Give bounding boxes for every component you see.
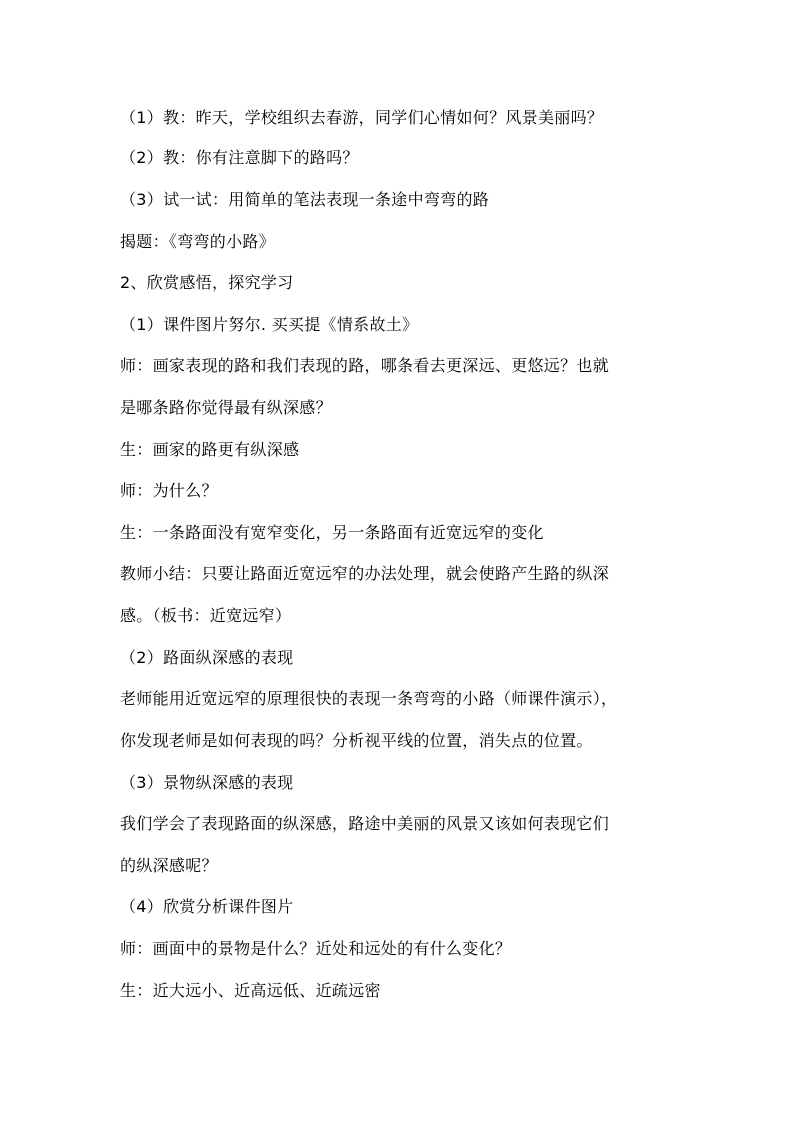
text-line-5: 2、欣赏感悟，探究学习	[120, 273, 294, 292]
text-line-20: （4）欣赏分析课件图片	[120, 897, 294, 916]
text-line-4: 揭题：《弯弯的小路》	[120, 232, 276, 251]
text-line-7: 师：画家表现的路和我们表现的路，哪条看去更深远、更悠远？也就	[120, 356, 610, 375]
text-line-18: 我们学会了表现路面的纵深感，路途中美丽的风景又该如何表现它们	[120, 814, 610, 833]
text-line-11: 生：一条路面没有宽窄变化，另一条路面有近宽远窄的变化	[120, 523, 544, 542]
text-line-16: 你发现老师是如何表现的吗？分析视平线的位置，消失点的位置。	[120, 731, 593, 750]
text-line-1: （1）教：昨天，学校组织去春游，同学们心情如何？风景美丽吗？	[120, 108, 604, 127]
text-line-15: 老师能用近宽远窄的原理很快的表现一条弯弯的小路（师课件演示），	[120, 689, 618, 708]
text-line-2: （2）教：你有注意脚下的路吗？	[120, 148, 359, 167]
text-line-22: 生：近大远小、近高远低、近疏远密	[120, 981, 381, 1000]
text-line-13: 感。（板书：近宽远窄）	[120, 606, 292, 625]
text-line-10: 师：为什么？	[120, 481, 218, 500]
text-line-19: 的纵深感呢？	[120, 856, 218, 875]
text-line-21: 师：画面中的景物是什么？近处和远处的有什么变化？	[120, 939, 512, 958]
text-line-6: （1）课件图片努尔. 买买提《情系故土》	[120, 315, 419, 334]
text-line-8: 是哪条路你觉得最有纵深感？	[120, 398, 332, 417]
text-line-14: （2）路面纵深感的表现	[120, 648, 294, 667]
text-line-3: （3）试一试：用简单的笔法表现一条途中弯弯的路	[120, 190, 490, 209]
text-line-17: （3）景物纵深感的表现	[120, 773, 294, 792]
text-line-12: 教师小结：只要让路面近宽远窄的办法处理，就会使路产生路的纵深	[120, 564, 610, 583]
text-line-9: 生：画家的路更有纵深感	[120, 440, 300, 459]
